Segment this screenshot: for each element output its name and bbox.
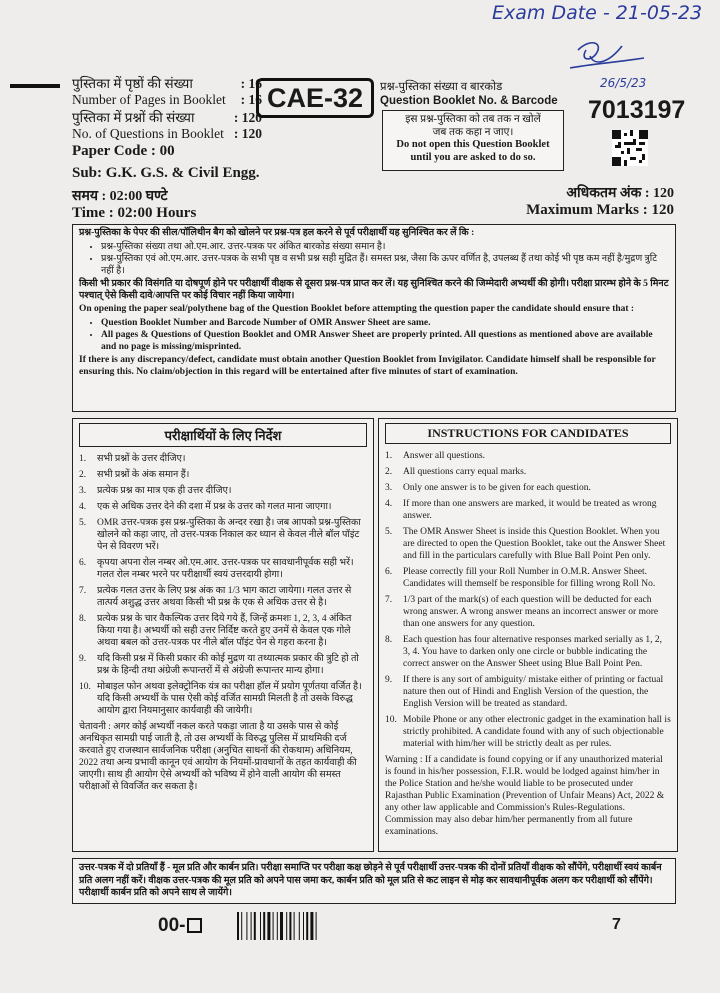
questions-hi: पुस्तिका में प्रश्नों की संख्या (72, 110, 195, 125)
hindi-warning: चेतावनी : अगर कोई अभ्यर्थी नकल करते पकड़ा जाता है या उसके पास से कोई अनधिकृत सामग्री पाई जाती है, तो उस अभ्यर्थी के विरुद्ध पुलिस में प्राथमिकी दर्ज करवाते हुए राजस्थान सार्वजनिक परीक्षा (अनुचित साधनों की रोकथाम) अधिनियम, 2022 तथा अन्य प्रभावी कानून एवं आयोग के नियमों-प्रावधानों के तहत कार्यवाही की जाएगी। साथ ही आयोग ऐसे अभ्यर्थी को भविष्य में होने वाली आयोग की समस्त परीक्षाओं से विवर्जित कर सकता है। (79, 722, 357, 792)
hindi-instruction-item-text: मोबाइल फोन अथवा इलेक्ट्रोनिक यंत्र का परीक्षा हॉल में प्रयोग पूर्णतया वर्जित है। यदि किसी अभ्यर्थी के पास ऐसी कोई वर्जित सामग्री मिलती है तो उसके विरुद्ध आयोग द्वारा नियमानुसार कार्यवाही की जायेगी। (97, 682, 362, 716)
page-number: 7 (612, 916, 621, 933)
english-instruction-item-text: Mobile Phone or any other electronic gadget in the examination hall is strictly prohibited. A candidate found with any of such objectionable material with him/her will be strictly dealt as per rules. (403, 715, 671, 749)
english-instruction-item-number: 3. (385, 483, 393, 493)
pages-en-value: : 16 (240, 92, 262, 107)
hindi-instruction-item-number: 2. (79, 470, 87, 480)
series-code (158, 915, 202, 937)
english-instruction-item-number: 1. (385, 451, 393, 461)
english-instruction-item (385, 634, 671, 670)
hindi-instruction-item-number: 6. (79, 558, 87, 568)
hindi-instruction-item-text: प्रत्येक प्रश्न का मात्र एक ही उत्तर दीजिए। (97, 486, 232, 496)
pages-hi: पुस्तिका में पृष्ठों की संख्या (72, 76, 193, 91)
english-instructions-title: INSTRUCTIONS FOR CANDIDATES (385, 423, 671, 444)
english-instruction-item-number: 10. (385, 715, 397, 725)
pages-hi-value: : 16 (240, 76, 262, 91)
barcode-label-en: Question Booklet No. & Barcode (380, 95, 558, 107)
english-instructions-list (385, 450, 671, 750)
hindi-instruction-item (79, 653, 367, 677)
barcode-icon (236, 912, 346, 940)
opening-hi-bullet-1: • प्रश्न-पुस्तिका संख्या तथा ओ.एम.आर. उत्तर-पत्रक पर अंकित बारकोड संख्या समान है। (101, 242, 669, 254)
hindi-instruction-item-text: OMR उत्तर-पत्रक इस प्रश्न-पुस्तिका के अन्दर रखा है। जब आपको प्रश्न-पुस्तिका खोलने को कहा जाए, तो उत्तर-पत्रक निकाल कर ध्यान से केवल नीले बॉल पॉइंट पेन से विवरण भरें। (97, 518, 361, 552)
booklet-stats (72, 76, 262, 142)
notice-en-1: Do not open this Question Booklet (396, 139, 550, 150)
english-instruction-item (385, 526, 671, 562)
questions-hi-value: : 120 (233, 110, 262, 125)
series-box-icon (187, 918, 202, 933)
hindi-instruction-item-number: 3. (79, 486, 87, 496)
hindi-instruction-item-number: 4. (79, 502, 87, 512)
hindi-instructions-panel (72, 418, 374, 852)
english-instruction-item (385, 594, 671, 630)
english-instruction-item-number: 4. (385, 499, 393, 509)
hindi-instruction-item-text: सभी प्रश्नों के अंक समान हैं। (97, 470, 190, 480)
hindi-instruction-item-number: 9. (79, 654, 87, 664)
notice-hi-2: जब तक कहा न जाए। (432, 126, 514, 138)
series-code-text: 00- (158, 915, 186, 936)
hindi-instruction-item (79, 469, 367, 481)
opening-hi-intro: प्रश्न-पुस्तिका के पेपर की सील/पॉलिथीन बैग को खोलने पर प्रश्न-पत्र हल करने से पूर्व परीक्षार्थी यह सुनिश्चित कर लें कि : (79, 228, 475, 238)
english-instruction-item-number: 5. (385, 527, 393, 537)
hindi-instruction-item (79, 613, 367, 649)
english-instruction-item-text: Please correctly fill your Roll Number in O.M.R. Answer Sheet. Candidates will themself be responsible for filling wrong Roll No. (403, 567, 656, 589)
time-hi: समय : 02:00 घण्टे (72, 189, 168, 204)
hindi-instruction-item-text: कृपया अपना रोल नम्बर ओ.एम.आर. उत्तर-पत्रक पर सावधानीपूर्वक सही भरें। गलत रोल नम्बर भरने पर परीक्षार्थी स्वयं उत्तरदायी होगा। (97, 558, 354, 580)
barcode-label (380, 80, 558, 108)
hindi-instruction-item (79, 585, 367, 609)
english-instruction-item (385, 450, 671, 462)
opening-instructions (72, 224, 676, 412)
hindi-instruction-item (79, 485, 367, 497)
hindi-instruction-item-number: 8. (79, 614, 87, 624)
questions-en: No. of Questions in Booklet (72, 126, 224, 141)
english-instruction-item-text: Each question has four alternative responses marked serially as 1, 2, 3, 4. You have to darken only one circle or bubble indicating the correct answer on the Answer Sheet using Blue Ball Point Pen. (403, 635, 663, 669)
notice-hi-1: इस प्रश्न-पुस्तिका को तब तक न खोलें (405, 114, 541, 125)
opening-hi-para: किसी भी प्रकार की विसंगति या दोषपूर्ण होने पर परीक्षार्थी वीक्षक से दूसरा प्रश्न-पत्र प्राप्त कर लें। यह सुनिश्चित करने की जिम्मेदारी अभ्यर्थी की होगी। परीक्षा प्रारम्भ होने के 5 मिनट पश्चात् ऐसे किसी दावे/आपत्ति पर कोई विचार नहीं किया जायेगा। (79, 279, 669, 301)
exam-code-box: CAE-32 (256, 78, 374, 118)
hindi-instruction-item-text: सभी प्रश्नों के उत्तर दीजिए। (97, 454, 186, 464)
english-instruction-item-text: If there is any sort of ambiguity/ mistake either of printing or factual nature then out of Hindi and English Version of the question, the English Version will be treated as standard. (403, 675, 664, 709)
english-instruction-item (385, 498, 671, 522)
hindi-instruction-item (79, 453, 367, 465)
hindi-instruction-item-text: प्रत्येक प्रश्न के चार वैकल्पिक उत्तर दिये गये हैं, जिन्हें क्रमशः 1, 2, 3, 4 अंकित किया गया है। अभ्यर्थी को सही उत्तर निर्दिष्ट करते हुए उनमें से केवल एक गोले अथवा बबल को उत्तर-पत्रक पर नीले बॉल पॉइंट पेन से गहरा करना है। (97, 614, 352, 648)
english-instruction-item (385, 566, 671, 590)
do-not-open-notice (382, 110, 564, 171)
english-instruction-item (385, 674, 671, 710)
hindi-instruction-item (79, 517, 367, 553)
booklet-number: 7013197 (588, 96, 686, 124)
english-instructions-panel (378, 418, 678, 852)
max-marks-hi: अधिकतम अंक : 120 (566, 186, 674, 201)
hindi-instruction-item-number: 7. (79, 586, 87, 596)
hindi-instructions-list (79, 453, 367, 717)
opening-en-bullet-1: • Question Booklet Number and Barcode Number of OMR Answer Sheet are same. (101, 318, 669, 330)
hindi-instruction-item-text: एक से अधिक उत्तर देने की दशा में प्रश्न के उत्तर को गलत माना जाएगा। (97, 502, 332, 512)
english-instruction-item-text: If more than one answers are marked, it would be treated as wrong answer. (403, 499, 657, 521)
hindi-instruction-item-text: प्रत्येक गलत उत्तर के लिए प्रश्न अंक का 1/3 भाग काटा जायेगा। गलत उत्तर से तात्पर्य अशुद्ध उत्तर अथवा किसी भी प्रश्न के एक से अधिक उत्तर से है। (97, 586, 352, 608)
pages-en: Number of Pages in Booklet (72, 92, 226, 107)
hindi-instruction-item (79, 557, 367, 581)
english-instruction-item-text: The OMR Answer Sheet is inside this Question Booklet. When you are directed to open the Question Booklet, take out the Answer Sheet and fill in the particulars carefully with Blue Ball Point Pen only. (403, 527, 666, 561)
english-instruction-item-text: 1/3 part of the mark(s) of each question will be deducted for each wrong answer. A wrong answer means an incorrect answer or more than one answers for any question. (403, 595, 659, 629)
english-instruction-item-text: All questions carry equal marks. (403, 467, 527, 477)
hindi-instruction-item-text: यदि किसी प्रश्न में किसी प्रकार की कोई मुद्रण या तथ्यात्मक प्रकार की त्रुटि हो तो प्रश्न के हिन्दी तथा अंग्रेजी रूपान्तरों में से अंग्रेजी रूपान्तर मान्य होगा। (97, 654, 359, 676)
subject: Sub: G.K. G.S. & Civil Engg. (72, 165, 260, 181)
paper-code: Paper Code : 00 (72, 143, 175, 159)
hindi-instruction-item (79, 501, 367, 513)
opening-hi-bullet-2: • प्रश्न-पुस्तिका एवं ओ.एम.आर. उत्तर-पत्रक के सभी पृष्ठ व सभी प्रश्न सही मुद्रित हैं। समस्त प्रश्न, जैसा कि ऊपर वर्णित है, उपलब्ध हैं तथा कोई भी पृष्ठ कम नहीं है/मुद्रण त्रुटि नहीं है। (101, 254, 669, 277)
hindi-instruction-item-number: 5. (79, 518, 87, 528)
opening-en-bullet-2: • All pages & Questions of Question Booklet and OMR Answer Sheet are properly printed. All questions as mentioned above are available and no page is missing/misprinted. (101, 330, 669, 353)
english-instruction-item-text: Answer all questions. (403, 451, 486, 461)
hindi-instruction-item (79, 681, 367, 717)
english-instruction-item (385, 482, 671, 494)
notice-en-2: until you are asked to do so. (410, 151, 536, 163)
questions-en-value: : 120 (233, 126, 262, 141)
english-instruction-item-number: 8. (385, 635, 393, 645)
english-warning: Warning : If a candidate is found copying or if any unauthorized material is found in his/her possession, F.I.R. would be lodged against him/her in the Police Station and he/she would liable to be prosecuted under Rajasthan Public Examination (Prevention of Unfair Means) Act, 2022 & any other law applicable and Commission's Rules-Regulations. Commission may also debar him/her permanently from all future examinations. (385, 755, 665, 837)
english-instruction-item-number: 6. (385, 567, 393, 577)
barcode-label-hi: प्रश्न-पुस्तिका संख्या व बारकोड (380, 81, 503, 93)
english-instruction-item-number: 9. (385, 675, 393, 685)
english-instruction-item-number: 7. (385, 595, 393, 605)
hindi-instructions-title: परीक्षार्थियों के लिए निर्देश (79, 423, 367, 447)
hindi-instruction-item-number: 1. (79, 454, 87, 464)
header-rule (10, 84, 60, 88)
qr-code-icon (612, 130, 648, 166)
english-instruction-item (385, 714, 671, 750)
english-instruction-item-text: Only one answer is to be given for each question. (403, 483, 591, 493)
opening-en-para: If there is any discrepancy/defect, candidate must obtain another Question Booklet from Invigilator. Candidate himself shall be responsible for ensuring this. No claim/objection in this regard will be entertained after five minutes of start of examination. (79, 355, 656, 377)
footer-note: उत्तर-पत्रक में दो प्रतियाँ हैं - मूल प्रति और कार्बन प्रति। परीक्षा समाप्ति पर परीक्षा कक्ष छोड़ने से पूर्व परीक्षार्थी उत्तर-पत्रक की दोनों प्रतियाँ वीक्षक को सौंपेंगे, परीक्षार्थी स्वयं कार्बन प्रति अलग नहीं करें। वीक्षक उत्तर-पत्रक की मूल प्रति को अपने पास जमा कर, कार्बन प्रति को मूल प्रति से कट लाइन से मोड़ कर सावधानीपूर्वक अलग कर परीक्षार्थी को सौंपेंगे। परीक्षार्थी कार्बन प्रति को अपने साथ ले जायेंगे। (72, 858, 676, 904)
max-marks-en: Maximum Marks : 120 (526, 202, 674, 218)
time-en: Time : 02:00 Hours (72, 205, 197, 221)
handwritten-exam-date: Exam Date - 21-05-23 (492, 2, 703, 24)
opening-en-intro: On opening the paper seal/polythene bag of the Question Booklet before attempting the question paper the candidate should ensure that : (79, 304, 635, 314)
hindi-instruction-item-number: 10. (79, 682, 91, 692)
english-instruction-item-number: 2. (385, 467, 393, 477)
english-instruction-item (385, 466, 671, 478)
handwritten-date: 26/5/23 (600, 76, 647, 90)
